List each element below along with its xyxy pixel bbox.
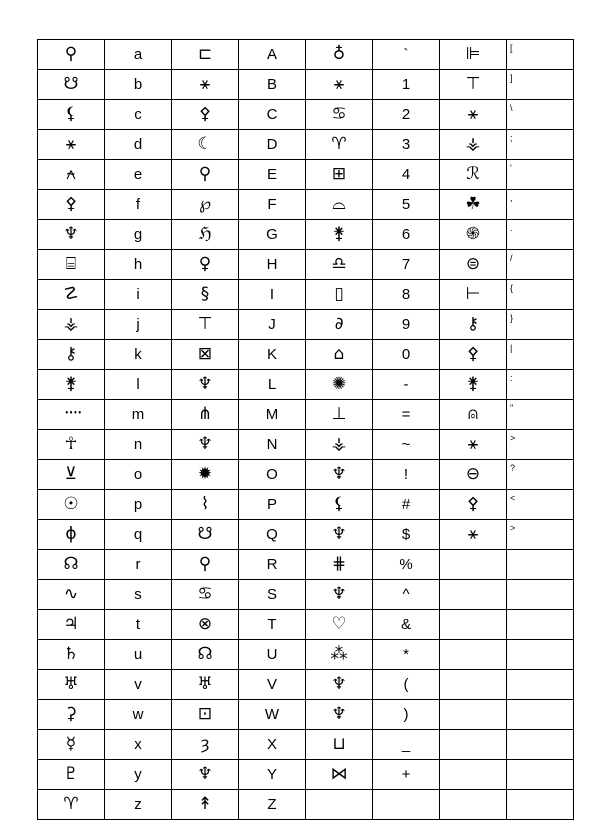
table-row bbox=[38, 220, 574, 250]
key-cell: } bbox=[507, 310, 574, 340]
symbol-cell: ☾ bbox=[172, 130, 239, 160]
key-cell: E bbox=[239, 160, 306, 190]
table-row bbox=[38, 610, 574, 640]
key-cell: > bbox=[507, 520, 574, 550]
key-cell: # bbox=[373, 490, 440, 520]
key-cell: + bbox=[373, 760, 440, 790]
symbol-cell: ♀ bbox=[172, 250, 239, 280]
symbol-cell: ⌸ bbox=[38, 250, 105, 280]
table-row bbox=[38, 250, 574, 280]
symbol-cell: ⚴ bbox=[172, 100, 239, 130]
key-cell: L bbox=[239, 370, 306, 400]
key-cell: 1 bbox=[373, 70, 440, 100]
key-cell: | bbox=[507, 340, 574, 370]
symbol-cell: ⋕ bbox=[306, 550, 373, 580]
key-cell: I bbox=[239, 280, 306, 310]
symbol-cell: ♈ bbox=[38, 790, 105, 820]
key-cell: m bbox=[105, 400, 172, 430]
symbol-cell bbox=[440, 760, 507, 790]
symbol-cell: ♆ bbox=[172, 430, 239, 460]
key-cell: $ bbox=[373, 520, 440, 550]
key-cell: % bbox=[373, 550, 440, 580]
table-row bbox=[38, 790, 574, 820]
key-cell: 4 bbox=[373, 160, 440, 190]
key-cell: " bbox=[507, 400, 574, 430]
key-cell: f bbox=[105, 190, 172, 220]
symbol-cell: § bbox=[172, 280, 239, 310]
table-row bbox=[38, 730, 574, 760]
key-cell: . bbox=[507, 220, 574, 250]
symbol-cell: ⚶ bbox=[38, 310, 105, 340]
key-cell: W bbox=[239, 700, 306, 730]
key-cell: < bbox=[507, 490, 574, 520]
key-cell: n bbox=[105, 430, 172, 460]
symbol-cell: ⊞ bbox=[306, 160, 373, 190]
symbol-cell: ⚷ bbox=[440, 310, 507, 340]
key-cell: y bbox=[105, 760, 172, 790]
key-cell bbox=[507, 550, 574, 580]
key-cell: / bbox=[507, 250, 574, 280]
key-cell: k bbox=[105, 340, 172, 370]
table-row bbox=[38, 280, 574, 310]
symbol-cell bbox=[306, 790, 373, 820]
key-cell: > bbox=[507, 430, 574, 460]
key-cell: 2 bbox=[373, 100, 440, 130]
table-row bbox=[38, 370, 574, 400]
key-cell: o bbox=[105, 460, 172, 490]
symbol-cell bbox=[440, 730, 507, 760]
symbol-cell: ♅ bbox=[172, 670, 239, 700]
key-cell: F bbox=[239, 190, 306, 220]
symbol-cell: ⊡ bbox=[172, 700, 239, 730]
symbol-cell: ♆ bbox=[306, 520, 373, 550]
symbol-cell: ⚲ bbox=[172, 550, 239, 580]
symbol-cell bbox=[440, 670, 507, 700]
table-row bbox=[38, 460, 574, 490]
symbol-cell: ⊻ bbox=[38, 460, 105, 490]
key-cell: ) bbox=[373, 700, 440, 730]
key-cell bbox=[507, 790, 574, 820]
symbol-cell: ⍝ bbox=[440, 400, 507, 430]
symbol-cell: ⚹ bbox=[38, 130, 105, 160]
symbol-cell: ♃ bbox=[38, 610, 105, 640]
key-cell: N bbox=[239, 430, 306, 460]
symbol-cell: ✺ bbox=[306, 370, 373, 400]
symbol-cell: ⚹ bbox=[440, 430, 507, 460]
key-cell: ? bbox=[507, 460, 574, 490]
key-cell: & bbox=[373, 610, 440, 640]
symbol-cell: ⚴ bbox=[440, 340, 507, 370]
key-cell: p bbox=[105, 490, 172, 520]
symbol-cell: ✹ bbox=[172, 460, 239, 490]
symbol-cell: ☋ bbox=[38, 70, 105, 100]
table-row bbox=[38, 100, 574, 130]
symbol-cell: ֍ bbox=[440, 220, 507, 250]
key-cell: a bbox=[105, 40, 172, 70]
key-cell: J bbox=[239, 310, 306, 340]
key-cell: Z bbox=[239, 790, 306, 820]
key-cell: g bbox=[105, 220, 172, 250]
key-cell: 0 bbox=[373, 340, 440, 370]
key-cell: 7 bbox=[373, 250, 440, 280]
symbol-cell: ⊢ bbox=[440, 280, 507, 310]
symbol-cell: ȝ bbox=[172, 730, 239, 760]
key-cell: K bbox=[239, 340, 306, 370]
key-cell: [ bbox=[507, 40, 574, 70]
symbol-cell bbox=[440, 550, 507, 580]
key-cell: C bbox=[239, 100, 306, 130]
symbol-cell: ⋔ bbox=[172, 400, 239, 430]
key-cell: q bbox=[105, 520, 172, 550]
key-cell: i bbox=[105, 280, 172, 310]
symbol-cell: ♅ bbox=[38, 670, 105, 700]
symbol-cell: ⊠ bbox=[172, 340, 239, 370]
key-cell: b bbox=[105, 70, 172, 100]
key-cell: c bbox=[105, 100, 172, 130]
symbol-cell: ∿ bbox=[38, 580, 105, 610]
key-cell: * bbox=[373, 640, 440, 670]
symbol-cell: ☊ bbox=[38, 550, 105, 580]
symbol-cell: ⚹ bbox=[440, 520, 507, 550]
key-cell: t bbox=[105, 610, 172, 640]
key-cell: ' bbox=[507, 160, 574, 190]
key-cell bbox=[507, 760, 574, 790]
key-cell: d bbox=[105, 130, 172, 160]
key-cell: U bbox=[239, 640, 306, 670]
key-cell: S bbox=[239, 580, 306, 610]
symbol-cell: ℘ bbox=[172, 190, 239, 220]
table-row bbox=[38, 640, 574, 670]
symbol-cell: ⚴ bbox=[38, 190, 105, 220]
table-row bbox=[38, 340, 574, 370]
symbol-cell: ⍲ bbox=[38, 160, 105, 190]
key-cell: 6 bbox=[373, 220, 440, 250]
symbol-cell: ♆ bbox=[306, 460, 373, 490]
key-cell: D bbox=[239, 130, 306, 160]
key-cell: w bbox=[105, 700, 172, 730]
symbol-cell: ↟ bbox=[172, 790, 239, 820]
key-cell: { bbox=[507, 280, 574, 310]
symbol-cell bbox=[440, 580, 507, 610]
key-cell: z bbox=[105, 790, 172, 820]
key-cell: O bbox=[239, 460, 306, 490]
table-row bbox=[38, 430, 574, 460]
key-cell: ^ bbox=[373, 580, 440, 610]
symbol-cell: ⚳ bbox=[38, 700, 105, 730]
key-cell: Y bbox=[239, 760, 306, 790]
key-cell: e bbox=[105, 160, 172, 190]
table-row bbox=[38, 130, 574, 160]
key-cell: A bbox=[239, 40, 306, 70]
symbol-cell: ⚶ bbox=[440, 130, 507, 160]
key-cell: H bbox=[239, 250, 306, 280]
symbol-cell: ♆ bbox=[306, 580, 373, 610]
symbol-cell: ⚸ bbox=[38, 100, 105, 130]
symbol-cell: ⚴ bbox=[440, 490, 507, 520]
key-cell: V bbox=[239, 670, 306, 700]
table-row bbox=[38, 580, 574, 610]
symbol-cell: ⚶ bbox=[306, 430, 373, 460]
table-row bbox=[38, 550, 574, 580]
key-cell: r bbox=[105, 550, 172, 580]
symbol-cell bbox=[440, 790, 507, 820]
symbol-cell: ⊔ bbox=[306, 730, 373, 760]
symbol-cell: ⊫ bbox=[440, 40, 507, 70]
key-cell: l bbox=[105, 370, 172, 400]
table-row bbox=[38, 160, 574, 190]
key-cell: x bbox=[105, 730, 172, 760]
symbol-cell: ∂ bbox=[306, 310, 373, 340]
symbol-cell: ⚹ bbox=[172, 70, 239, 100]
symbol-cell: ℛ bbox=[440, 160, 507, 190]
key-cell: R bbox=[239, 550, 306, 580]
symbol-cell: ☡ bbox=[38, 280, 105, 310]
symbol-cell: ♋ bbox=[306, 100, 373, 130]
key-cell bbox=[507, 700, 574, 730]
symbol-cell: ♆ bbox=[38, 220, 105, 250]
symbol-cell: ⊤ bbox=[172, 310, 239, 340]
key-cell: : bbox=[507, 370, 574, 400]
symbol-cell: ⊏ bbox=[172, 40, 239, 70]
symbol-cell: ☊ bbox=[172, 640, 239, 670]
key-cell: 8 bbox=[373, 280, 440, 310]
symbol-cell: ⚹ bbox=[306, 70, 373, 100]
key-cell: 3 bbox=[373, 130, 440, 160]
table-row bbox=[38, 520, 574, 550]
symbol-cell: ⊜ bbox=[440, 250, 507, 280]
key-cell: G bbox=[239, 220, 306, 250]
key-cell: M bbox=[239, 400, 306, 430]
symbol-cell: ♇ bbox=[38, 760, 105, 790]
key-cell: - bbox=[373, 370, 440, 400]
key-cell bbox=[507, 730, 574, 760]
symbol-cell: ♋ bbox=[172, 580, 239, 610]
key-cell: ; bbox=[507, 130, 574, 160]
key-cell bbox=[507, 580, 574, 610]
key-cell: , bbox=[507, 190, 574, 220]
table-row bbox=[38, 310, 574, 340]
symbol-cell: ⊗ bbox=[172, 610, 239, 640]
key-cell bbox=[507, 640, 574, 670]
key-cell: \ bbox=[507, 100, 574, 130]
key-cell: Q bbox=[239, 520, 306, 550]
key-cell: T bbox=[239, 610, 306, 640]
key-cell: s bbox=[105, 580, 172, 610]
table-row bbox=[38, 670, 574, 700]
symbol-cell: ɸ bbox=[38, 520, 105, 550]
key-cell: P bbox=[239, 490, 306, 520]
symbol-cell: ♎ bbox=[306, 250, 373, 280]
symbol-cell: ⊤ bbox=[440, 70, 507, 100]
symbol-cell: ♄ bbox=[38, 640, 105, 670]
key-cell bbox=[507, 670, 574, 700]
glyph-chart-table bbox=[37, 39, 574, 820]
symbol-cell: ⚷ bbox=[38, 340, 105, 370]
symbol-cell: ℌ bbox=[172, 220, 239, 250]
key-cell: ] bbox=[507, 70, 574, 100]
table-row bbox=[38, 70, 574, 100]
key-cell: B bbox=[239, 70, 306, 100]
symbol-cell: ⚹ bbox=[440, 100, 507, 130]
symbol-cell: ☿ bbox=[38, 730, 105, 760]
symbol-cell: ♈ bbox=[306, 130, 373, 160]
key-cell: ( bbox=[373, 670, 440, 700]
key-cell: _ bbox=[373, 730, 440, 760]
key-cell: 9 bbox=[373, 310, 440, 340]
table-row bbox=[38, 400, 574, 430]
key-cell: = bbox=[373, 400, 440, 430]
key-cell: h bbox=[105, 250, 172, 280]
symbol-cell: ☥ bbox=[38, 430, 105, 460]
symbol-cell: ♁ bbox=[306, 40, 373, 70]
symbol-cell bbox=[440, 610, 507, 640]
symbol-cell: ⋈ bbox=[306, 760, 373, 790]
key-cell: 5 bbox=[373, 190, 440, 220]
symbol-cell: ⚵ bbox=[38, 370, 105, 400]
key-cell: j bbox=[105, 310, 172, 340]
table-row bbox=[38, 40, 574, 70]
symbol-cell: ⚸ bbox=[306, 490, 373, 520]
symbol-cell bbox=[440, 700, 507, 730]
key-cell bbox=[507, 610, 574, 640]
symbol-cell: ☉ bbox=[38, 490, 105, 520]
symbol-cell: ☘ bbox=[440, 190, 507, 220]
symbol-cell: ⌂ bbox=[306, 340, 373, 370]
table-row bbox=[38, 490, 574, 520]
table-row bbox=[38, 700, 574, 730]
symbol-cell: ᠁ bbox=[38, 400, 105, 430]
symbol-cell: ⚵ bbox=[440, 370, 507, 400]
table-row bbox=[38, 190, 574, 220]
symbol-cell: ⚲ bbox=[38, 40, 105, 70]
symbol-cell bbox=[440, 640, 507, 670]
table-row bbox=[38, 760, 574, 790]
symbol-cell: ⚲ bbox=[172, 160, 239, 190]
key-cell: v bbox=[105, 670, 172, 700]
symbol-cell: ♆ bbox=[306, 670, 373, 700]
key-cell: X bbox=[239, 730, 306, 760]
symbol-cell: ♆ bbox=[172, 760, 239, 790]
symbol-cell: ♡ bbox=[306, 610, 373, 640]
key-cell bbox=[373, 790, 440, 820]
symbol-cell: ♆ bbox=[306, 700, 373, 730]
symbol-cell: ⌓ bbox=[306, 190, 373, 220]
symbol-cell: ⊖ bbox=[440, 460, 507, 490]
symbol-cell: ▯ bbox=[306, 280, 373, 310]
key-cell: u bbox=[105, 640, 172, 670]
symbol-cell: ☋ bbox=[172, 520, 239, 550]
symbol-cell: ⌇ bbox=[172, 490, 239, 520]
symbol-cell: ⁂ bbox=[306, 640, 373, 670]
key-cell: ` bbox=[373, 40, 440, 70]
symbol-cell: ⚵ bbox=[306, 220, 373, 250]
symbol-cell: ⊥ bbox=[306, 400, 373, 430]
symbol-cell: ♆ bbox=[172, 370, 239, 400]
key-cell: ~ bbox=[373, 430, 440, 460]
glyph-chart-body bbox=[38, 40, 574, 820]
key-cell: ! bbox=[373, 460, 440, 490]
